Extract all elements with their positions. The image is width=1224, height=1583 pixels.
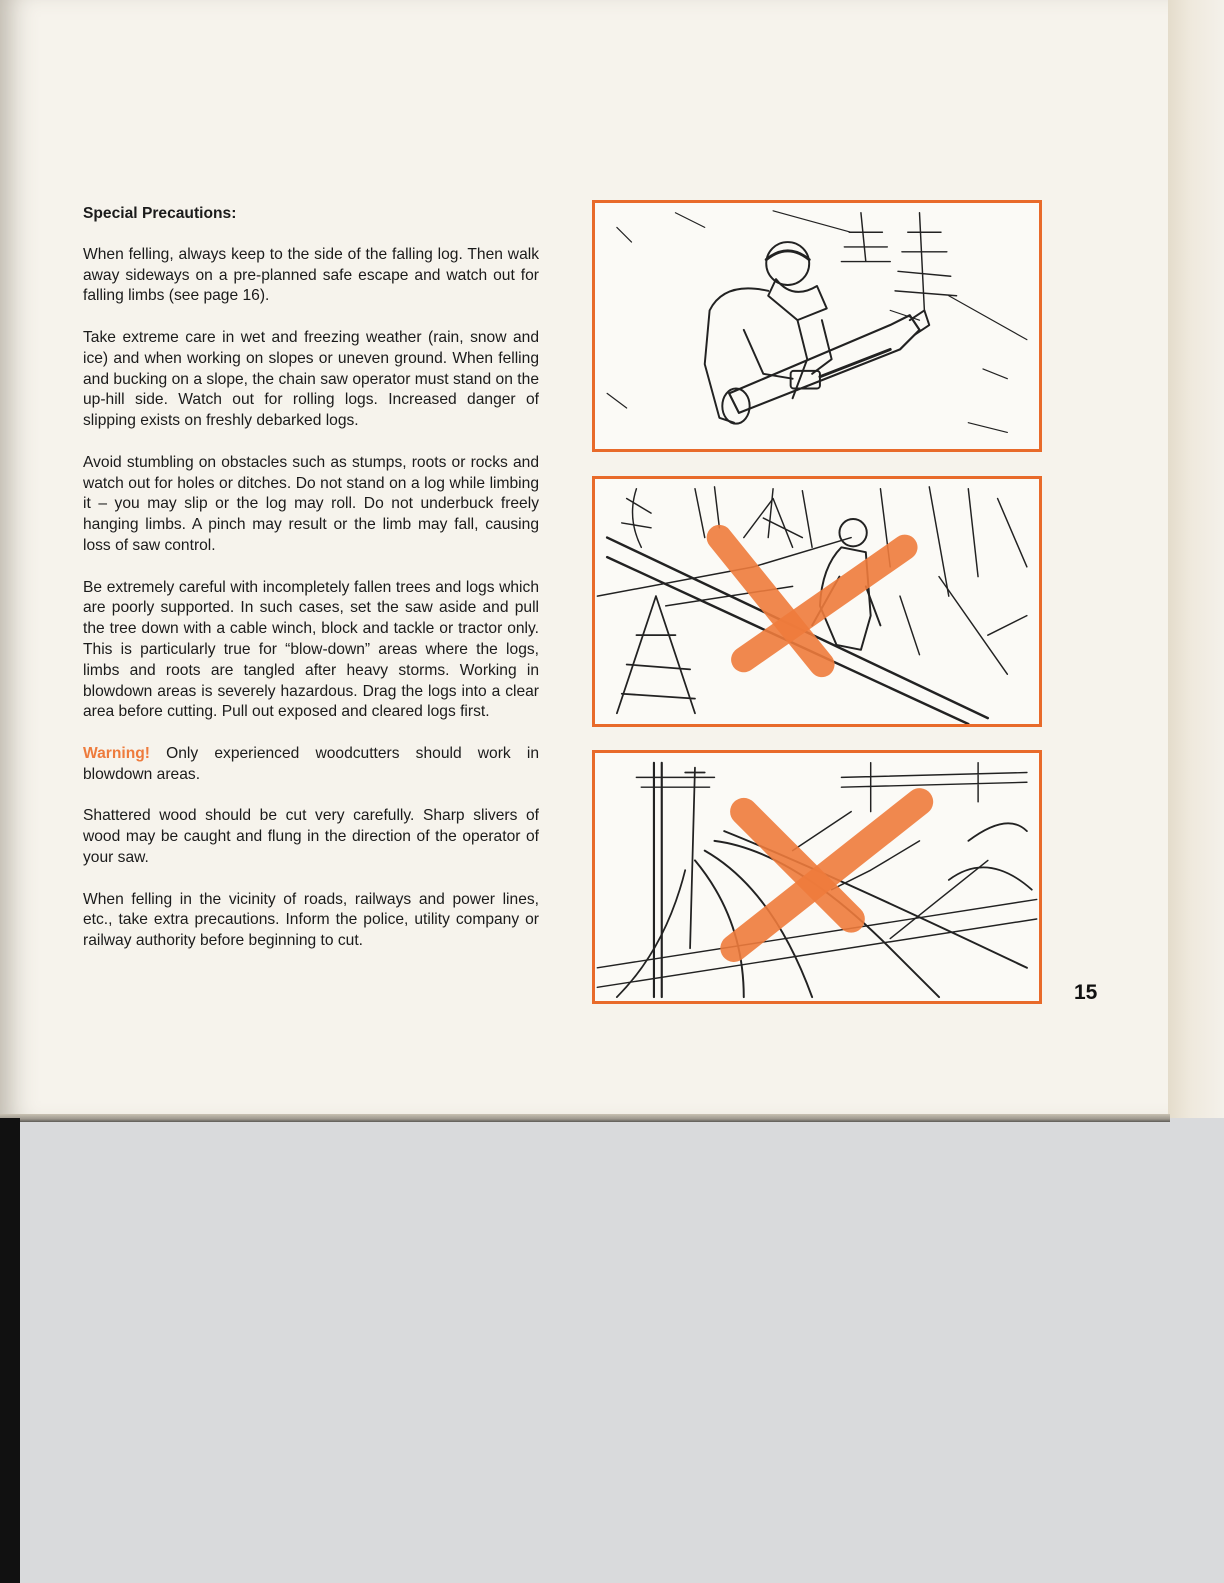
paragraph-obstacles: Avoid stumbling on obstacles such as stumps, roots or rocks and watch out for holes or ditches. Do not stand on a log while limbing it – you may slip or the log may roll. Do not underbuck freely hanging limbs. A pinch may result or the limb may fall, causing loss of saw control. — [83, 453, 539, 554]
paragraph-blowdown: Be extremely careful with incompletely fallen trees and logs which are poorly supported. In such cases, set the saw aside and pull the tree down with a cable winch, block and tackle or tractor only. This is particularly true for “blow-down” areas where the logs, limbs and roots are tangled after heavy storms. Working in blowdown areas is severely hazardous. Drag the logs into a clear area before cutting. Pull out exposed and cleared logs first. — [83, 578, 539, 721]
binding-spine — [0, 1118, 20, 1583]
paragraph-roads-power-lines: When felling in the vicinity of roads, railways and power lines, etc., take extra precautions. Inform the police, utility company or railway authority before beginning to cut. — [83, 890, 539, 950]
page-number: 15 — [1074, 981, 1098, 1004]
bucking-log-drawing — [595, 203, 1039, 449]
warning-text: Only experienced woodcutters should work in blowdown areas. — [83, 744, 539, 783]
paragraph-side-escape: When felling, always keep to the side of the falling log. Then walk away sideways on a pre-planned safe escape and watch out for falling limbs (see page 16). — [83, 245, 539, 305]
warning-label: Warning! — [83, 744, 150, 762]
text-column — [83, 204, 539, 973]
power-lines-drawing — [595, 753, 1039, 1001]
illustration-fallen-trees-power-lines — [592, 750, 1042, 1004]
illustration-blowdown-cutting — [592, 476, 1042, 727]
illustration-bucking-log — [592, 200, 1042, 452]
paragraph-warning — [83, 744, 539, 786]
blowdown-drawing — [595, 479, 1039, 724]
page-right-margin — [1168, 0, 1224, 1118]
section-heading: Special Precautions: — [83, 205, 237, 222]
paragraph-shattered-wood: Shattered wood should be cut very carefully. Sharp slivers of wood may be caught and flung in the direction of the operator of your saw. — [83, 807, 539, 866]
paragraph-weather-slopes: Take extreme care in wet and freezing weather (rain, snow and ice) and when working on slopes or uneven ground. When felling and bucking on a slope, the chain saw operator must stand on the up-hill side. Watch out for rolling logs. Increased danger of slipping exists on freshly debarked logs. — [83, 328, 539, 430]
page-bottom-edge — [0, 1114, 1170, 1122]
